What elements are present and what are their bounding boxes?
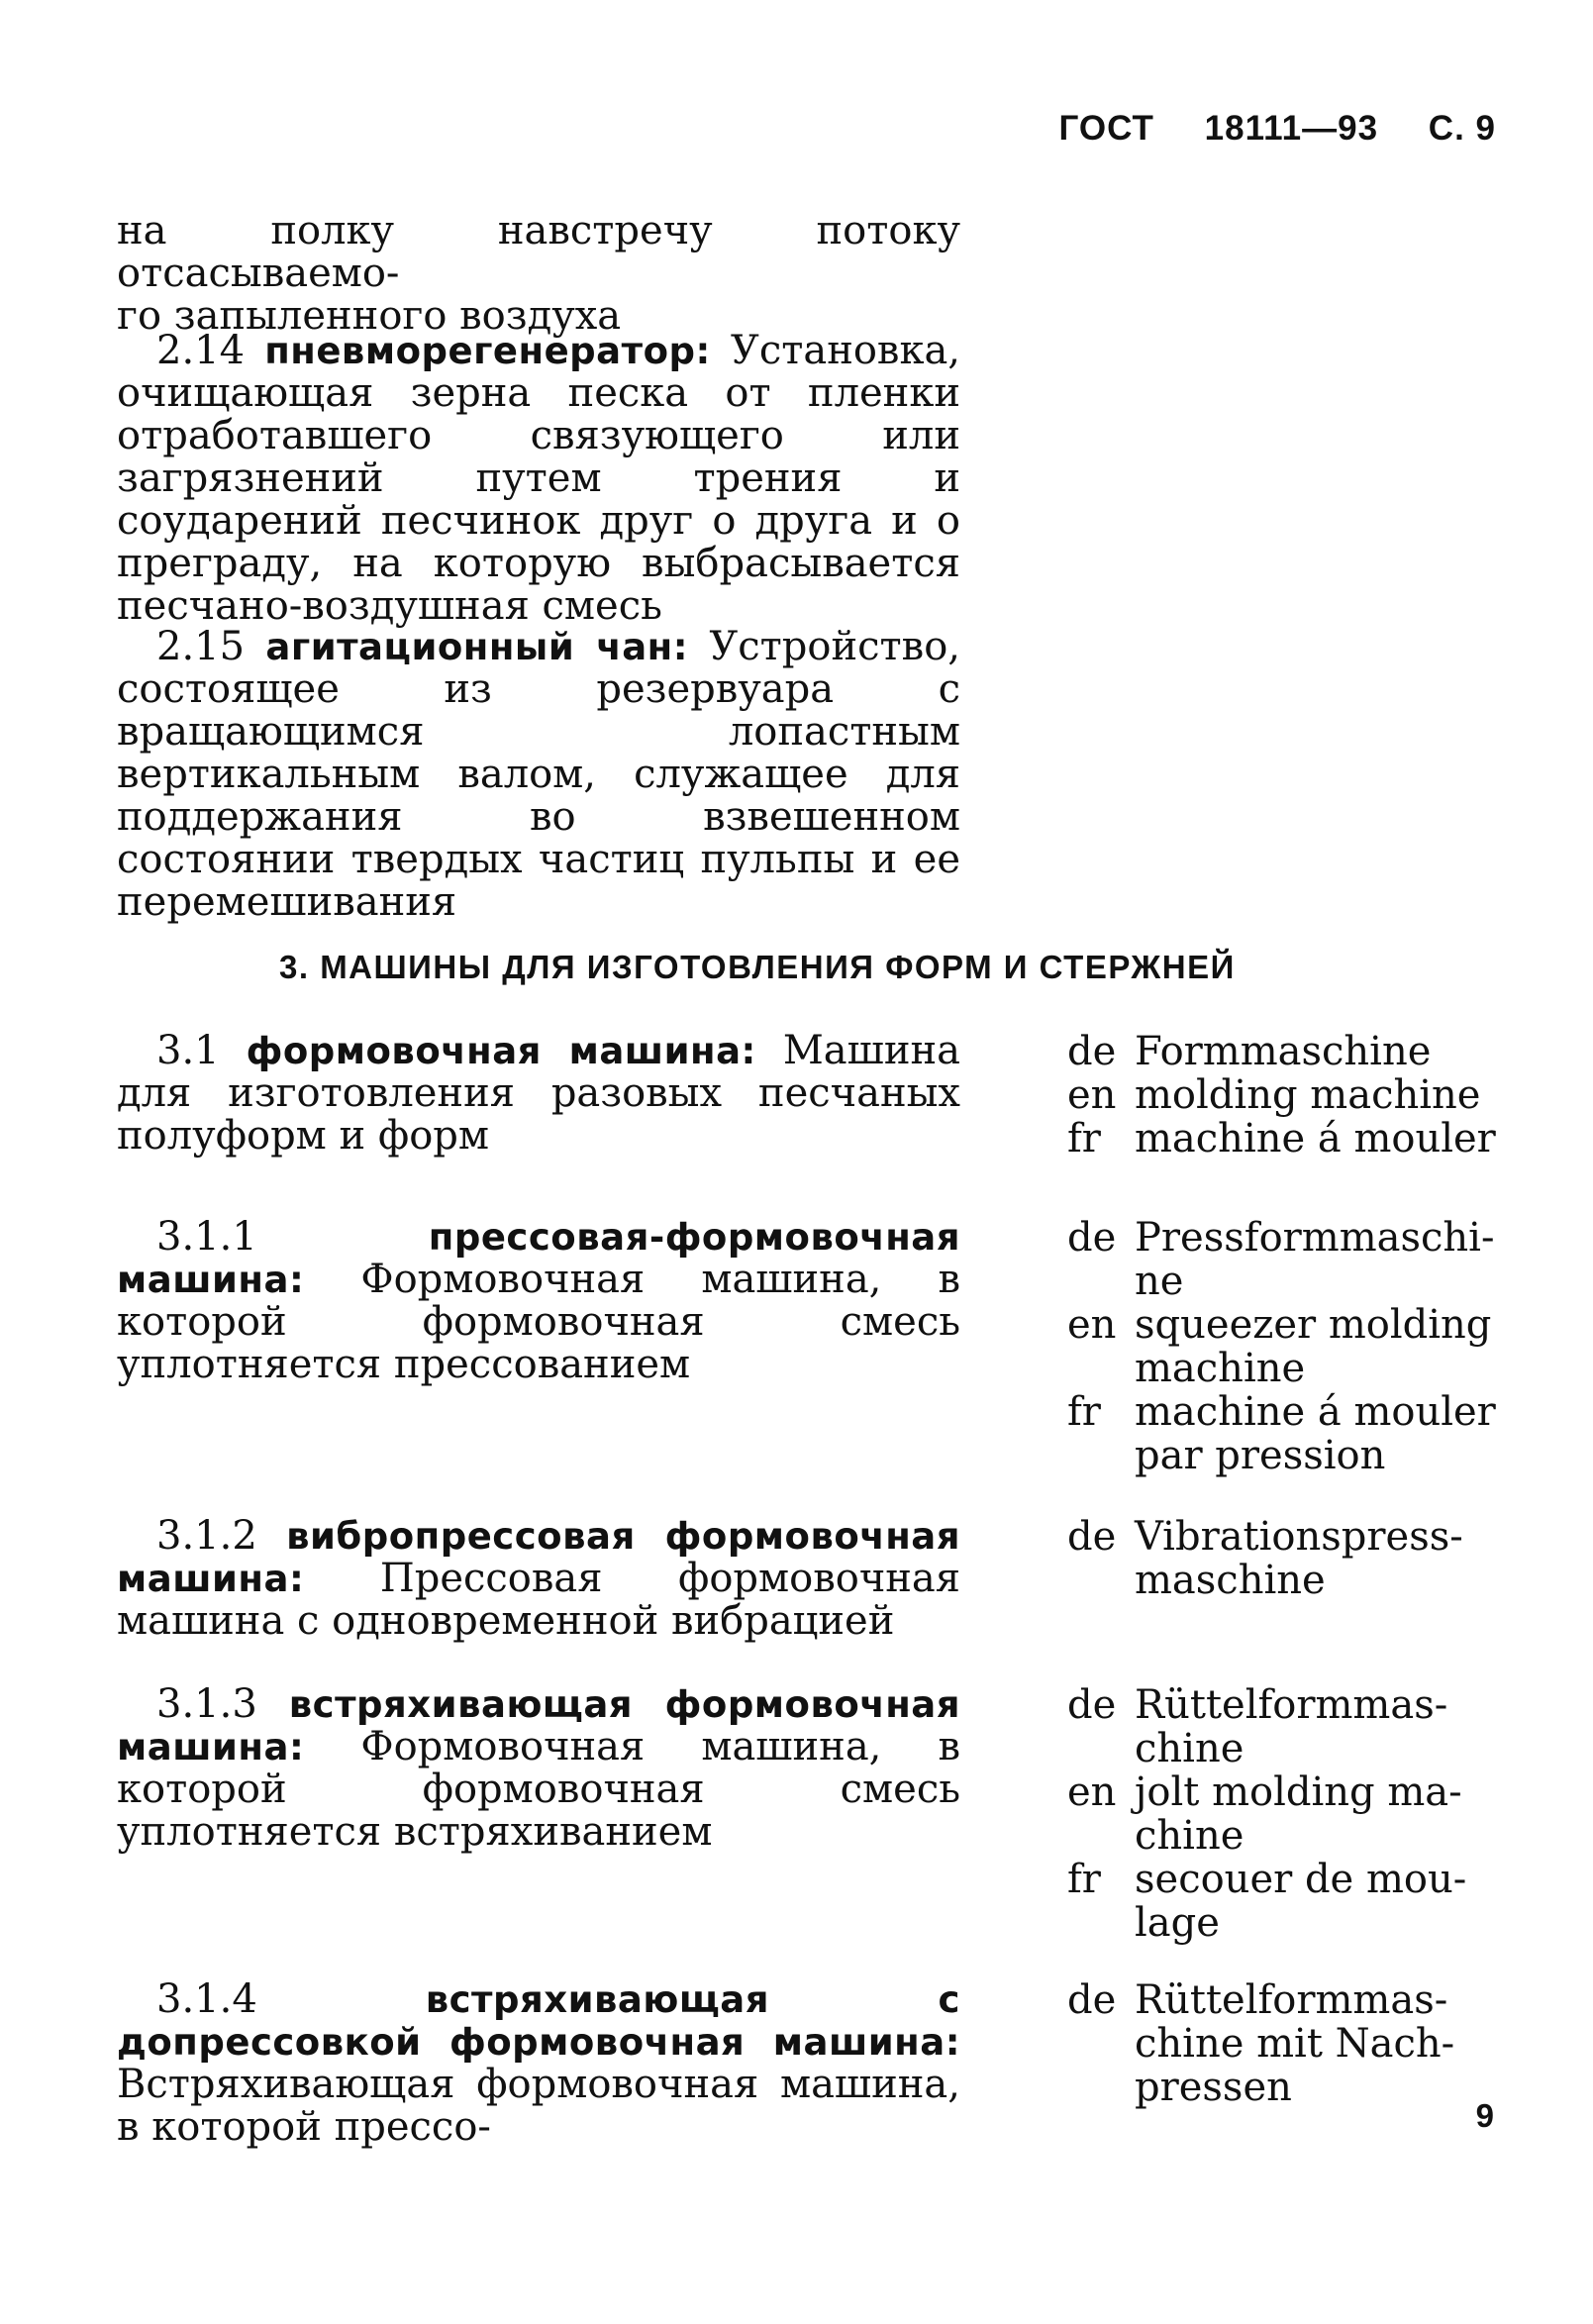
equivalent-de [1067, 1978, 1503, 2022]
equivalent-de [1067, 1515, 1503, 1559]
equivalent-term: maschine [1135, 1558, 1326, 1603]
language-code: de [1067, 1514, 1117, 1560]
entry-number: 3.1 [156, 1028, 220, 1073]
entry-3-1-1 [117, 1216, 960, 1386]
entry-3-1 [117, 1030, 960, 1158]
equivalent-fr [1067, 1117, 1503, 1161]
equivalent-term: par pression [1135, 1433, 1386, 1478]
equivalents-3-1-1 [1067, 1216, 1503, 1477]
entry-2-14 [117, 330, 960, 628]
entry-number: 3.1.3 [156, 1681, 257, 1727]
continuation-line: го запыленного воздуха [117, 293, 622, 339]
entry-definition: Формовочная машина, в которой формовочная смесь уплотняется встряхиванием [117, 1724, 961, 1855]
entry-3-1-3 [117, 1683, 960, 1854]
equivalent-term: jolt molding ma- [1135, 1769, 1462, 1815]
equivalent-term: Vibrationspress- [1135, 1514, 1463, 1560]
page-number: 9 [1475, 2097, 1494, 2134]
equivalent-term: chine [1135, 1813, 1245, 1859]
language-code: fr [1067, 1857, 1101, 1902]
language-code: de [1067, 1682, 1117, 1728]
equivalents-3-1-2 [1067, 1515, 1503, 1602]
continuation-line: на полку навстречу потоку отсасываемо- [117, 208, 960, 296]
equivalent-term: chine [1135, 1726, 1245, 1771]
language-code: en [1067, 1302, 1117, 1348]
language-code: fr [1067, 1116, 1101, 1162]
equivalent-term: pressen [1135, 2065, 1292, 2110]
equivalent-term: machine á mouler [1135, 1389, 1496, 1435]
equivalent-term: chine mit Nach- [1135, 2021, 1455, 2067]
language-code: en [1067, 1072, 1117, 1118]
equivalent-term: Rüttelformmas- [1135, 1682, 1448, 1728]
equivalent-term: Rüttelformmas- [1135, 1977, 1448, 2023]
entry-definition: Формовочная машина, в которой формовочная смесь уплотняется прессованием [117, 1257, 961, 1387]
entry-3-1-4 [117, 1978, 960, 2149]
language-code: de [1067, 1029, 1117, 1074]
equivalent-de-cont [1067, 2022, 1503, 2066]
equivalent-de [1067, 1683, 1503, 1727]
entry-term: прессовая-формовочная машина: [117, 1216, 960, 1301]
equivalent-en [1067, 1073, 1503, 1117]
entry-number: 3.1.1 [156, 1214, 257, 1260]
equivalent-term: ne [1135, 1259, 1184, 1304]
entry-number: 3.1.4 [156, 1976, 257, 2022]
entry-number: 2.14 [156, 328, 246, 373]
equivalent-en-cont [1067, 1814, 1503, 1858]
equivalent-en [1067, 1770, 1503, 1814]
entry-term: агитационный чан: [265, 626, 689, 668]
entry-term: встряхивающая формовочная машина: [117, 1683, 960, 1768]
equivalent-term: Pressformmaschi- [1135, 1215, 1495, 1261]
equivalent-de-cont [1067, 2066, 1503, 2109]
equivalent-en-cont [1067, 1347, 1503, 1390]
language-code: fr [1067, 1389, 1101, 1435]
entry-number: 3.1.2 [156, 1513, 257, 1559]
entry-term: пневморегенератор: [264, 330, 711, 372]
standard-number: 18111—93 [1204, 109, 1379, 148]
equivalent-de-cont [1067, 1559, 1503, 1602]
equivalent-de [1067, 1030, 1503, 1073]
equivalent-term: lage [1135, 1900, 1220, 1946]
equivalent-fr-cont [1067, 1901, 1503, 1945]
section-heading: 3. МАШИНЫ ДЛЯ ИЗГОТОВЛЕНИЯ ФОРМ И СТЕРЖНЕЙ [279, 949, 1236, 985]
entry-3-1-2 [117, 1515, 960, 1643]
equivalent-de [1067, 1216, 1503, 1260]
language-code: de [1067, 1215, 1117, 1261]
standard-label: ГОСТ [1058, 109, 1154, 148]
equivalent-en [1067, 1303, 1503, 1347]
equivalents-3-1-3 [1067, 1683, 1503, 1945]
equivalent-term: machine á mouler [1135, 1116, 1496, 1162]
equivalents-3-1 [1067, 1030, 1503, 1161]
entry-term: встряхивающая с допрессовкой формовочная машина: [117, 1978, 960, 2064]
equivalent-fr-cont [1067, 1434, 1503, 1477]
entry-2-15 [117, 626, 960, 924]
language-code: en [1067, 1769, 1117, 1815]
entry-term: вибропрессовая формовочная машина: [117, 1515, 960, 1600]
equivalent-fr [1067, 1858, 1503, 1901]
running-header [1059, 107, 1496, 150]
equivalent-term: machine [1135, 1346, 1306, 1391]
entry-term: формовочная машина: [246, 1030, 756, 1072]
entry-definition: Прессовая формовочная машина с одновременной вибрацией [117, 1556, 961, 1644]
equivalent-term: squeezer molding [1135, 1302, 1492, 1348]
entry-definition: Устройство, состоящее из резервуара с вращающимся лопастным вертикальным валом, служащее для поддержания во взвешенном состоянии твердых частиц пульпы и ее перемешивания [117, 624, 960, 925]
equivalent-term: secouer de mou- [1135, 1857, 1467, 1902]
header-page-number: С. 9 [1428, 109, 1496, 148]
equivalents-3-1-4 [1067, 1978, 1503, 2109]
equivalent-fr [1067, 1390, 1503, 1434]
equivalent-term: molding machine [1135, 1072, 1481, 1118]
entry-definition: Встряхивающая формовочная машина, в которой прессо- [117, 2062, 960, 2150]
equivalent-term: Formmaschine [1135, 1029, 1432, 1074]
entry-number: 2.15 [156, 624, 246, 669]
equivalent-de-cont [1067, 1260, 1503, 1303]
equivalent-de-cont [1067, 1727, 1503, 1770]
entry-definition: Машина для изготовления разовых песчаных полуформ и форм [117, 1028, 961, 1159]
continuation-paragraph [117, 210, 960, 338]
entry-definition: Установка, очищающая зерна песка от пленки отработавшего связующего или загрязнений путем трения и соударений песчинок друг о друга и о преграду, на которую выбрасывается песчано-воздушная смесь [117, 328, 961, 629]
language-code: de [1067, 1977, 1117, 2023]
